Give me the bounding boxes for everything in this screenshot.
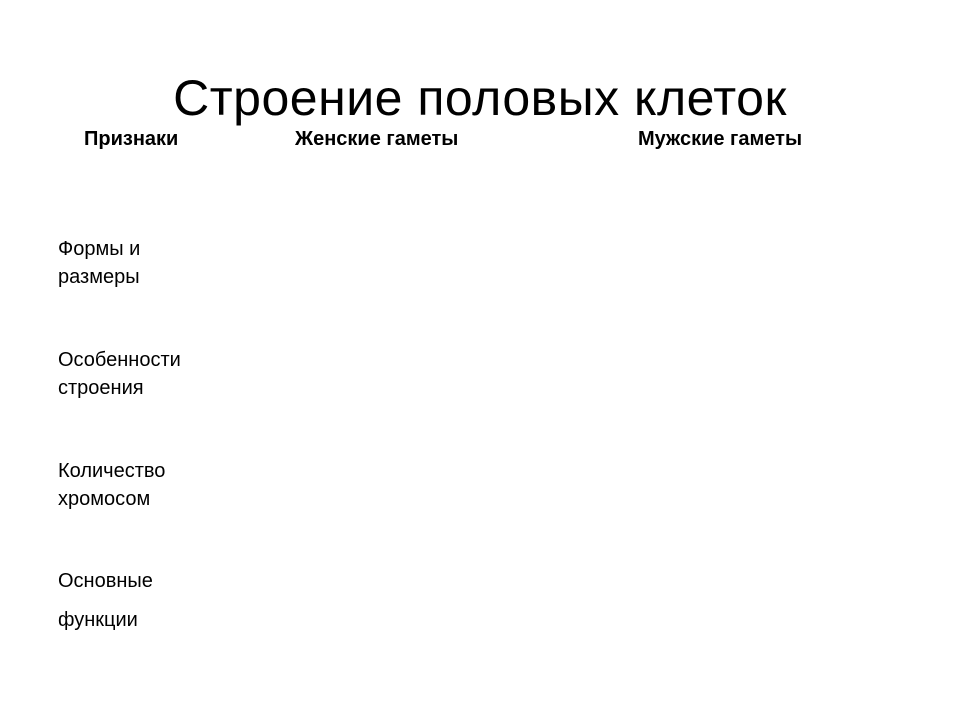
- row-label-line: Основные: [58, 570, 153, 592]
- column-header-features: Признаки: [84, 128, 179, 150]
- cell-female-chromosome-count: [295, 457, 595, 547]
- slide-title: Строение половых клеток: [173, 69, 787, 126]
- row-label-structure: [58, 346, 258, 402]
- row-label-main-functions: [58, 567, 258, 634]
- row-label-line: хромосом: [58, 488, 151, 510]
- cell-female-structure: [295, 346, 595, 436]
- row-label-shape-size: [58, 235, 258, 291]
- cell-male-chromosome-count: [638, 457, 938, 547]
- cell-female-main-functions: [295, 567, 595, 657]
- cell-female-shape-size: [295, 235, 595, 325]
- row-label-line: Особенности: [58, 349, 181, 371]
- row-label-chromosome-count: [58, 457, 258, 513]
- row-label-line: строения: [58, 377, 144, 399]
- cell-male-main-functions: [638, 567, 938, 657]
- row-label-line: Формы и: [58, 238, 141, 260]
- row-label-line: размеры: [58, 266, 140, 288]
- column-header-male-gametes: Мужские гаметы: [638, 128, 803, 150]
- column-header-female-gametes: Женские гаметы: [295, 128, 459, 150]
- cell-male-structure: [638, 346, 938, 436]
- cell-male-shape-size: [638, 235, 938, 325]
- row-label-line: Количество: [58, 460, 166, 482]
- row-label-line: функции: [58, 609, 138, 631]
